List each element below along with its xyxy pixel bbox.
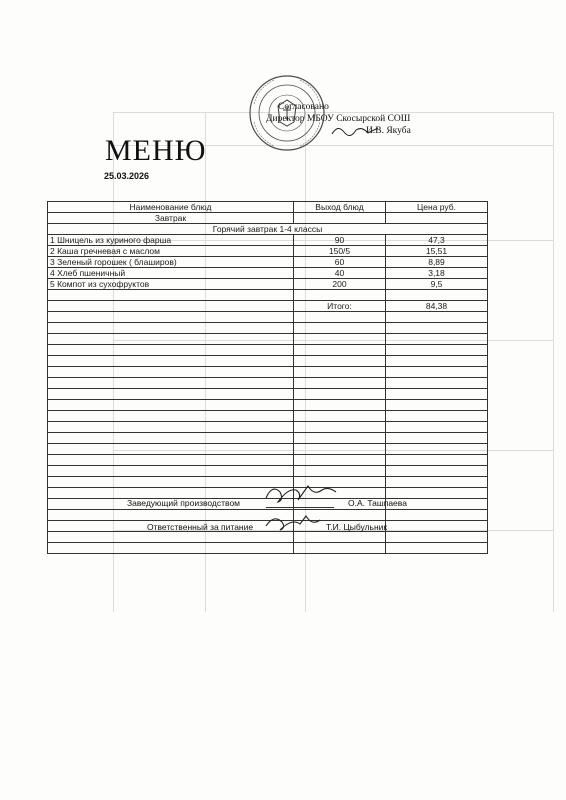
director-signature <box>330 122 380 138</box>
empty-row <box>48 334 488 345</box>
bleed-line <box>553 112 554 612</box>
menu-date: 25.03.2026 <box>104 171 150 181</box>
empty-row <box>48 378 488 389</box>
nutrition-name: Т.И. Цыбульник <box>326 522 388 532</box>
dish-yield: 200 <box>294 279 386 290</box>
section-row <box>48 213 488 224</box>
total-value: 84,38 <box>386 301 488 312</box>
empty-row <box>48 367 488 378</box>
empty-row <box>48 389 488 400</box>
manager-signature <box>262 478 344 508</box>
empty-row <box>48 345 488 356</box>
empty-row <box>48 444 488 455</box>
empty-row <box>48 323 488 334</box>
dish-yield: 90 <box>294 235 386 246</box>
subsection-row <box>48 224 488 235</box>
approval-director: Директор МБОУ Скосырской СОШ <box>266 114 411 124</box>
dish-yield: 40 <box>294 268 386 279</box>
header-dish-name: Наименование блюд <box>48 202 294 213</box>
table-header-row <box>48 202 488 213</box>
dish-yield: 150/5 <box>294 246 386 257</box>
empty-row <box>48 356 488 367</box>
dish-yield: 60 <box>294 257 386 268</box>
total-row <box>48 301 488 312</box>
table-row <box>48 268 488 279</box>
dish-price: 3,18 <box>386 268 488 279</box>
manager-name: О.А. Ташпаева <box>348 498 407 508</box>
nutrition-role: Ответственный за питание <box>147 522 254 532</box>
dish-name: 4 Хлеб пшеничный <box>48 268 294 279</box>
empty-row <box>48 466 488 477</box>
dish-price: 15,51 <box>386 246 488 257</box>
empty-row <box>48 411 488 422</box>
dish-name: 2 Каша гречневая с маслом <box>48 246 294 257</box>
table-row <box>48 257 488 268</box>
dish-price: 8,89 <box>386 257 488 268</box>
dish-name: 1 Шницель из куриного фарша <box>48 235 294 246</box>
nutrition-signature-line <box>262 531 322 532</box>
table-row <box>48 246 488 257</box>
dish-name: 3 Зеленый горошек ( блаширов) <box>48 257 294 268</box>
empty-row <box>48 400 488 411</box>
subsection-label: Горячий завтрак 1-4 классы <box>48 224 488 235</box>
header-price: Цена руб. <box>386 202 488 213</box>
empty-row <box>48 433 488 444</box>
approval-heading: Согласовано <box>278 102 329 112</box>
empty-row <box>48 543 488 554</box>
total-label: Итого: <box>294 301 386 312</box>
dish-price: 47,3 <box>386 235 488 246</box>
header-yield: Выход блюд <box>294 202 386 213</box>
table-row <box>48 235 488 246</box>
dish-name: 5 Компот из сухофруктов <box>48 279 294 290</box>
table-row <box>48 279 488 290</box>
empty-row <box>48 312 488 323</box>
manager-signature-line <box>266 507 334 508</box>
section-label: Завтрак <box>48 213 294 224</box>
empty-row <box>48 455 488 466</box>
dish-price: 9,5 <box>386 279 488 290</box>
empty-row <box>48 422 488 433</box>
empty-row <box>48 290 488 301</box>
manager-role: Заведующий производством <box>127 498 241 508</box>
page-title: МЕНЮ <box>105 134 207 167</box>
approval-director-name: И.В. Якуба <box>366 126 411 136</box>
